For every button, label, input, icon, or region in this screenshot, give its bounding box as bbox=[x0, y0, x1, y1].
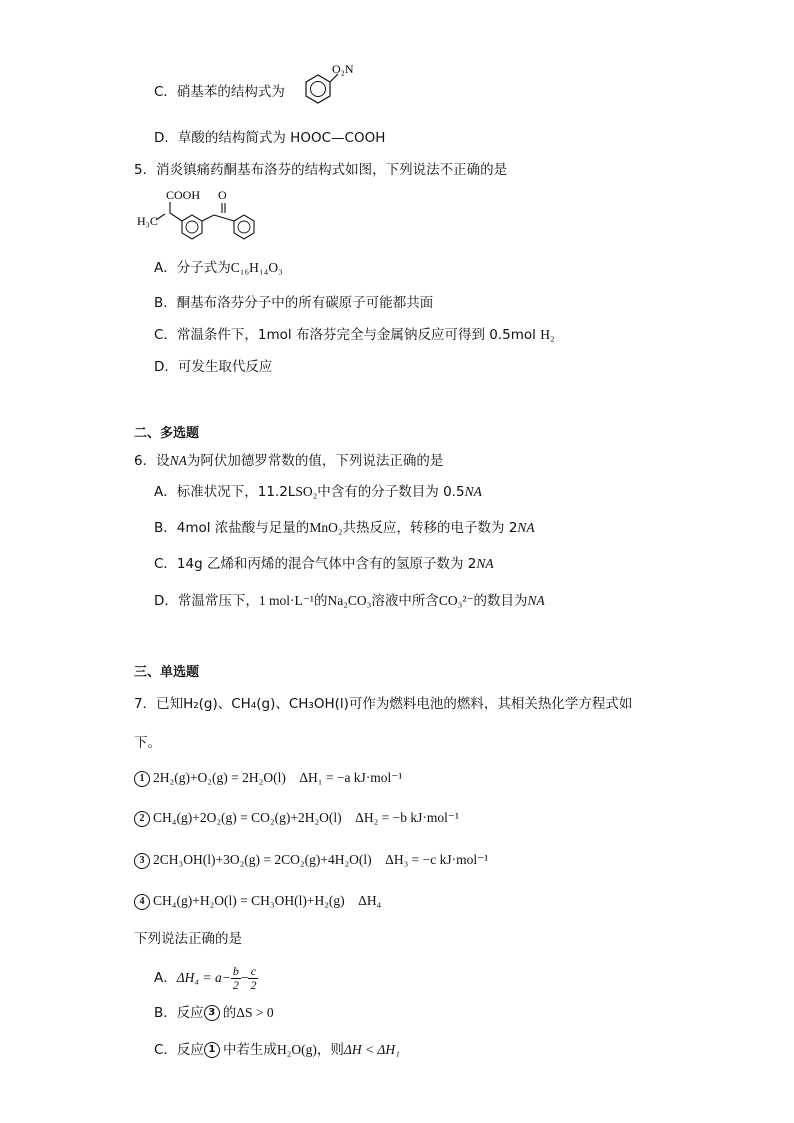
q6-a-prefix: A．标准状况下，11.2L bbox=[154, 484, 296, 500]
q5-option-c-text: C．常温条件下，1mol 布洛芬完全与金属钠反应可得到 0.5mol bbox=[154, 327, 536, 343]
q6-d-ion: CO₃²⁻ bbox=[438, 593, 474, 608]
q6-b-prefix: B．4mol 浓盐酸与足量的 bbox=[154, 520, 310, 536]
q7-c-prefix: C．反应 bbox=[154, 1042, 204, 1058]
nitro-label: O₂N bbox=[332, 62, 354, 76]
q7-equation-2 bbox=[134, 808, 459, 828]
q7-b-formula: ΔS > 0 bbox=[236, 1005, 274, 1020]
q6-d-mid: 的 bbox=[313, 593, 328, 609]
q6-d-conc: 1 mol·L⁻¹ bbox=[258, 593, 314, 608]
q6-option-b bbox=[154, 518, 535, 538]
q7-stem-line2: 下。 bbox=[134, 735, 161, 751]
q6-d-suffix: 的数目为 bbox=[473, 593, 528, 609]
q7-c-mid2: ，则 bbox=[316, 1042, 344, 1058]
q6-d-prefix: D．常温常压下， bbox=[154, 593, 259, 609]
q7-option-c bbox=[154, 1040, 400, 1060]
q7-stem-line1: 7．已知H₂(g)、CH₄(g)、CH₃OH(l)可作为燃料电池的燃料，其相关热化学方程式如 bbox=[134, 696, 633, 712]
frac-num: b bbox=[232, 963, 239, 978]
fraction-c-over-2 bbox=[248, 965, 258, 992]
na-symbol: NA bbox=[476, 556, 494, 571]
q6-stem-suffix: 为阿伏加德罗常数的值，下列说法正确的是 bbox=[186, 453, 444, 469]
bond-carbonyl-right bbox=[214, 215, 234, 221]
ring-right bbox=[234, 215, 254, 239]
q7-option-a bbox=[154, 962, 258, 994]
q5-option-d: D．可发生取代反应 bbox=[154, 359, 273, 375]
q7-equation-4 bbox=[134, 891, 381, 911]
ring-left bbox=[182, 215, 202, 239]
q7-option-b bbox=[154, 1003, 274, 1023]
q7-equation-1 bbox=[134, 768, 402, 788]
q6-option-a bbox=[154, 482, 482, 502]
na-symbol: NA bbox=[169, 453, 187, 468]
q6-a-formula: SO₂ bbox=[295, 484, 318, 499]
q4-option-c bbox=[154, 82, 285, 102]
q7-c-inequality: ΔH < ΔH₁ bbox=[343, 1042, 400, 1057]
frac-den: 2 bbox=[232, 977, 239, 992]
q7-b-suffix: 的 bbox=[222, 1005, 237, 1021]
q5-option-a bbox=[154, 258, 283, 278]
q5-option-c-formula: H₂ bbox=[540, 327, 555, 342]
q5-stem: 5．消炎镇痛药酮基布洛芬的结构式如图，下列说法不正确的是 bbox=[134, 162, 508, 178]
q6-c-prefix: C．14g 乙烯和丙烯的混合气体中含有的氢原子数为 2 bbox=[154, 556, 477, 572]
circled-number: 4 bbox=[134, 894, 150, 910]
benzene-circle bbox=[311, 82, 326, 97]
q6-d-formula: Na₂CO₃ bbox=[327, 593, 372, 608]
enthalpy-text: ΔH₃ = −c kJ·mol⁻¹ bbox=[385, 852, 489, 867]
nitrobenzene-structure bbox=[290, 60, 370, 116]
bond-carbonyl-left bbox=[202, 215, 214, 221]
q6-stem bbox=[134, 451, 443, 471]
q7-c-mid: 中若生成 bbox=[222, 1042, 277, 1058]
na-symbol: NA bbox=[464, 484, 482, 499]
circled-number: 3 bbox=[134, 853, 150, 869]
equation-text: CH₄(g)+2O₂(g) = CO₂(g)+2H₂O(l) bbox=[153, 810, 342, 825]
q6-d-mid2: 溶液中所含 bbox=[371, 593, 439, 609]
q6-b-formula: MnO₂ bbox=[309, 520, 343, 535]
fraction-b-over-2 bbox=[231, 965, 241, 992]
h3c-label: H₃C bbox=[137, 214, 158, 228]
q6-a-suffix: 中含有的分子数目为 0.5 bbox=[317, 484, 465, 500]
enthalpy-text: ΔH₄ bbox=[358, 893, 382, 908]
q6-stem-prefix: 6．设 bbox=[134, 453, 170, 469]
q7-a-lhs: ΔH₄ = a− bbox=[176, 970, 231, 985]
q7-a-prefix: A． bbox=[154, 970, 177, 986]
q7-c-formula: H₂O(g) bbox=[276, 1042, 317, 1057]
q5-option-a-text: A．分子式为 bbox=[154, 260, 231, 276]
minus-sign: − bbox=[240, 970, 249, 985]
circled-number: 1 bbox=[204, 1042, 220, 1058]
enthalpy-text: ΔH₁ = −a kJ·mol⁻¹ bbox=[299, 770, 403, 785]
q6-b-suffix: 共热反应，转移的电子数为 2 bbox=[342, 520, 518, 536]
q4-option-c-text: C．硝基苯的结构式为 bbox=[154, 84, 285, 100]
equation-text: CH₄(g)+H₂O(l) = CH₃OH(l)+H₂(g) bbox=[153, 893, 345, 908]
circled-number: 3 bbox=[204, 1005, 220, 1021]
frac-num: c bbox=[248, 965, 258, 979]
frac-den: 2 bbox=[250, 977, 257, 992]
q7-equation-3 bbox=[134, 850, 488, 870]
benzene-ring bbox=[306, 75, 330, 103]
equation-text: 2CH₃OH(l)+3O₂(g) = 2CO₂(g)+4H₂O(l) bbox=[153, 852, 372, 867]
section-2-title: 二、多选题 bbox=[134, 426, 200, 441]
na-symbol: NA bbox=[527, 593, 545, 608]
q5-option-b: B．酮基布洛芬分子中的所有碳原子可能都共面 bbox=[154, 295, 434, 311]
equation-text: 2H₂(g)+O₂(g) = 2H₂O(l) bbox=[153, 770, 286, 785]
ring-left-circle bbox=[186, 221, 198, 233]
q5-option-c bbox=[154, 325, 555, 345]
ketoprofen-structure bbox=[134, 185, 274, 245]
q7-b-prefix: B．反应 bbox=[154, 1005, 204, 1021]
na-symbol: NA bbox=[517, 520, 535, 535]
q6-option-d bbox=[154, 591, 545, 611]
cooh-label: COOH bbox=[166, 188, 201, 202]
q5-option-a-formula: C₁₆H₁₄O₃ bbox=[230, 260, 283, 275]
o-label: O bbox=[218, 188, 227, 202]
ring-right-circle bbox=[238, 221, 250, 233]
q7-prompt: 下列说法正确的是 bbox=[134, 931, 242, 947]
circled-number: 1 bbox=[134, 771, 150, 787]
q4-option-d: D．草酸的结构简式为 HOOC—COOH bbox=[154, 130, 386, 146]
enthalpy-text: ΔH₂ = −b kJ·mol⁻¹ bbox=[355, 810, 460, 825]
section-3-title: 三、单选题 bbox=[134, 665, 200, 680]
bond-ring1 bbox=[170, 213, 182, 221]
q6-option-c bbox=[154, 554, 494, 574]
circled-number: 2 bbox=[134, 811, 150, 827]
